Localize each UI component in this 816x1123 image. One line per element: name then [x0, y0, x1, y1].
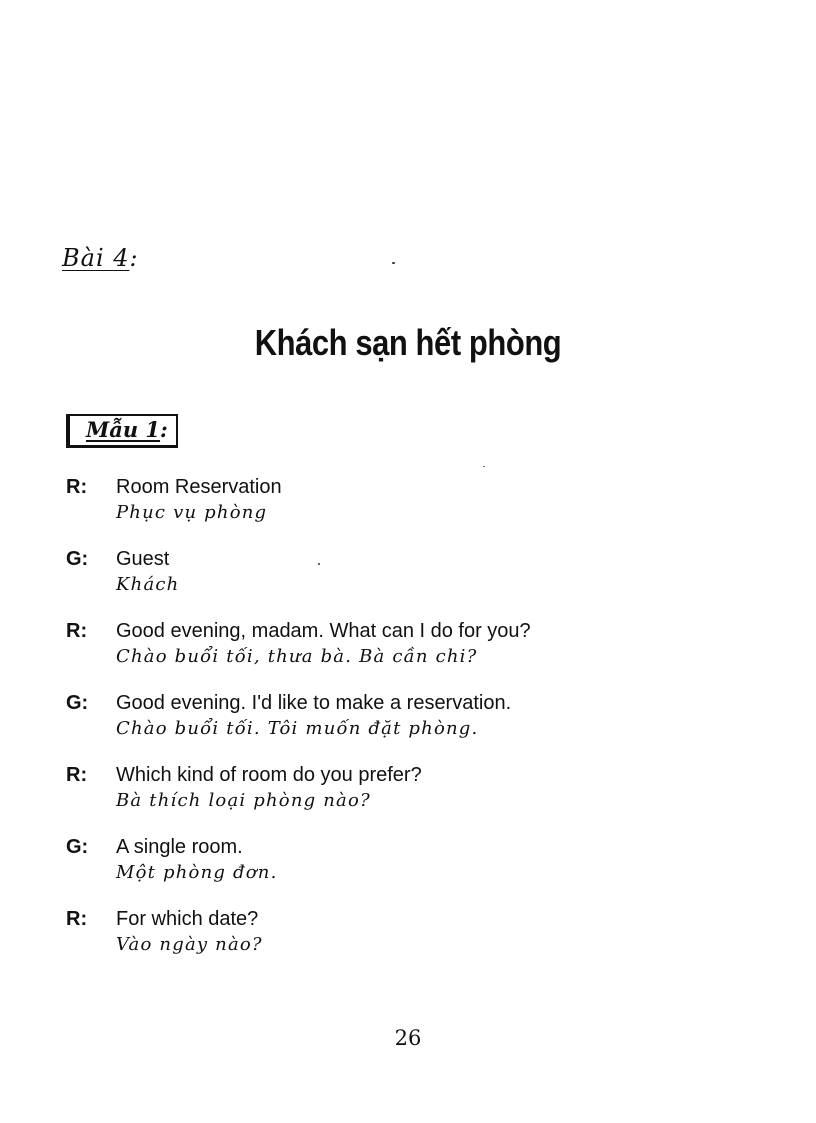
section-heading: [66, 414, 178, 448]
english-line: A single room.: [116, 836, 243, 858]
speaker-label: G:: [66, 692, 89, 714]
dialogue-line: [66, 762, 746, 814]
vietnamese-line: Phục vụ phòng: [116, 502, 268, 523]
speaker-label: R:: [66, 908, 88, 930]
english-line: Room Reservation: [116, 476, 282, 498]
lesson-colon: :: [129, 244, 139, 272]
english-line: Which kind of room do you prefer?: [116, 764, 422, 786]
vietnamese-line: Bà thích loại phòng nào?: [116, 790, 371, 811]
dialogue-line: [66, 834, 746, 886]
english-line: Guest: [116, 548, 170, 570]
vietnamese-line: Khách: [116, 574, 180, 595]
dialogue-line: [66, 690, 746, 742]
speaker-label: G:: [66, 548, 89, 570]
vietnamese-line: Chào buổi tối, thưa bà. Bà cần chi?: [116, 646, 478, 667]
dialogue-line: [66, 906, 746, 958]
speaker-label: R:: [66, 476, 88, 498]
english-line: Good evening, madam. What can I do for you?: [116, 620, 531, 642]
print-speck: [392, 262, 395, 264]
vietnamese-line: Vào ngày nào?: [116, 934, 263, 955]
dialogue-line: [66, 618, 746, 670]
lesson-label: [62, 244, 139, 272]
dialogue-line: [66, 546, 746, 598]
speaker-label: G:: [66, 836, 89, 858]
lesson-number: Bài 4: [62, 244, 130, 272]
page-number: 26: [394, 1026, 422, 1050]
english-line: For which date?: [116, 908, 259, 930]
page-title: Khách sạn hết phòng: [254, 322, 562, 364]
vietnamese-line: Chào buổi tối. Tôi muốn đặt phòng.: [116, 718, 479, 739]
dialogue: [66, 474, 746, 978]
speaker-label: R:: [66, 764, 88, 786]
speaker-label: R:: [66, 620, 88, 642]
vietnamese-line: Một phòng đơn.: [116, 862, 278, 883]
print-speck: [483, 466, 485, 467]
english-line: Good evening. I'd like to make a reservation.: [116, 692, 512, 714]
section-colon: :: [160, 417, 168, 442]
section-label: Mẫu 1: [86, 417, 161, 442]
dialogue-line: [66, 474, 746, 526]
